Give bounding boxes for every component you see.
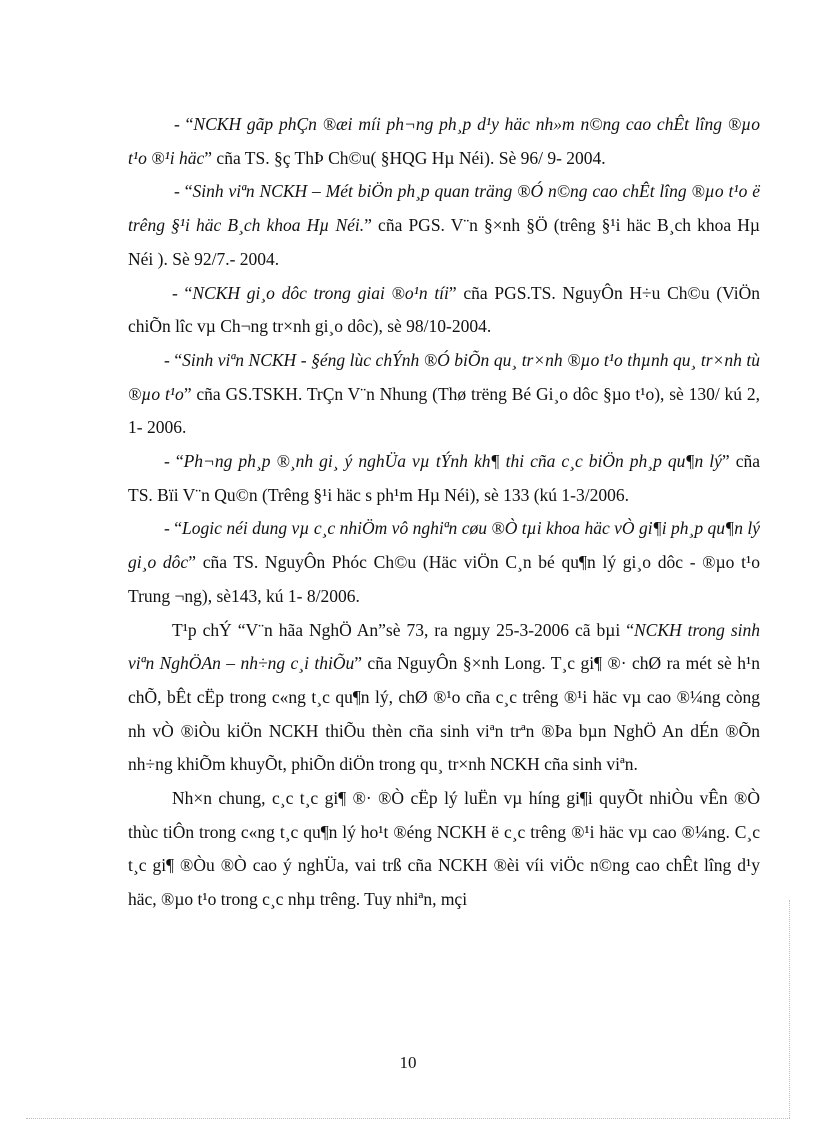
body-text: [128, 108, 760, 917]
reference-entry-3: [128, 277, 760, 344]
entry-prefix: - “: [164, 518, 183, 539]
entry-title: NCKH gi¸o dôc trong giai ®o¹n tíi: [192, 282, 449, 303]
paragraph-summary: Nh×n chung, c¸c t¸c gi¶ ®· ®Ò cËp lý luËn vµ híng gi¶i quyÕt nhiÒu vÊn ®Ò thùc tiÔn trong c«ng t¸c qu¶n lý ho¹t ®éng NCKH ë c¸c trêng ®¹i häc vµ cao ®¼ng. C¸c t¸c gi¶ ®Òu ®Ò cao ý nghÜa, vai trß cña NCKH ®èi víi viÖc n©ng cao chÊt lîng d¹y häc, ®µo t¹o trong c¸c nhµ trêng. Tuy nhiªn, mçi: [128, 788, 760, 910]
entry-title: Sinh viªn NCKH - §éng lùc chÝnh ®Ó biÕn qu¸ tr×nh ®µo t¹o thµnh qu¸ tr×nh tù ®µo t¹o: [128, 349, 760, 404]
entry-details: ” cña PGS. V¨n §×nh §Ö (trêng §¹i häc B¸ch khoa Hµ Néi ). Sè 92/7.- 2004.: [128, 215, 760, 269]
entry-details: ” cña PGS.TS. NguyÔn H÷u Ch©u (ViÖn chiÕn lîc vµ Ch¬ng tr×nh gi¸o dôc), sè 98/10-2004.: [128, 282, 760, 337]
article-title: NCKH trong sinh viªn NghÖAn – nh÷ng c¸i thiÕu: [128, 619, 761, 674]
entry-title: Logic néi dung vµ c¸c nhiÖm vô nghiªn cøu ®Ò tµi khoa häc vÒ gi¶i ph¸p qu¶n lý gi¸o dôc: [128, 518, 760, 573]
entry-prefix: - “: [164, 451, 184, 472]
reference-entry-5: [128, 445, 760, 512]
entry-prefix: - “: [174, 181, 193, 202]
reference-entry-1: [128, 108, 760, 175]
entry-prefix: - “: [172, 282, 193, 303]
paragraph-text: ” cña NguyÔn §×nh Long. T¸c gi¶ ®· chØ ra mét sè h¹n chÕ, bÊt cËp trong c«ng t¸c qu¶n lý, chØ ®¹o cña c¸c trêng ®¹i häc vµ cao ®¼ng còng nh vÒ ®iÒu kiÖn NCKH thiÕu thèn cña sinh viªn trªn ®Þa bµn NghÖ An dÉn ®Õn nh÷ng khiÕm khuyÕt, phiÕn diÖn trong qu¸ tr×nh NCKH cña sinh viªn.: [128, 653, 760, 775]
paragraph-text: T¹p chÝ “V¨n hãa NghÖ An”sè 73, ra ngµy 25-3-2006 cã bµi “: [172, 619, 634, 640]
reference-entry-6: [128, 512, 760, 613]
entry-title: Sinh viªn NCKH – Mét biÖn ph¸p quan träng ®Ó n©ng cao chÊt lîng ®µo t¹o ë trêng §¹i häc B¸ch khoa Hµ Néi.: [128, 181, 760, 236]
entry-prefix: - “: [164, 349, 183, 370]
reference-entry-2: [128, 175, 760, 276]
page-number: 10: [399, 1053, 417, 1072]
entry-details: ” cña GS.TSKH. TrÇn V¨n Nhung (Thø trëng Bé Gi¸o dôc §µo t¹o), sè 130/ kú 2, 1- 2006.: [128, 383, 760, 438]
page-border-bottom: [26, 1118, 790, 1119]
entry-details: ” cña TS. NguyÔn Phóc Ch©u (Häc viÖn C¸n bé qu¶n lý gi¸o dôc - ®µo t¹o Trung ¬ng), sè143, kú 1- 8/2006.: [128, 552, 761, 606]
entry-title: Ph¬ng ph¸p ®¸nh gi¸ ý nghÜa vµ tÝnh kh¶ thi cña c¸c biÖn ph¸p qu¶n lý: [183, 451, 722, 472]
reference-entry-4: [128, 344, 760, 445]
entry-title: NCKH gãp phÇn ®æi míi ph¬ng ph¸p d¹y häc nh»m n©ng cao chÊt lîng ®µo t¹o ®¹i häc: [128, 114, 760, 168]
entry-details: ” cña TS. §ç ThÞ Ch©u( §HQG Hµ Néi). Sè 96/ 9- 2004.: [204, 147, 606, 168]
page-border-right: [789, 900, 790, 1118]
paragraph-journal-article: [128, 614, 760, 783]
entry-prefix: - “: [174, 114, 194, 134]
entry-details: ” cña TS. Bïi V¨n Qu©n (Trêng §¹i häc s ph¹m Hµ Néi), sè 133 (kú 1-3/2006.: [128, 451, 760, 505]
